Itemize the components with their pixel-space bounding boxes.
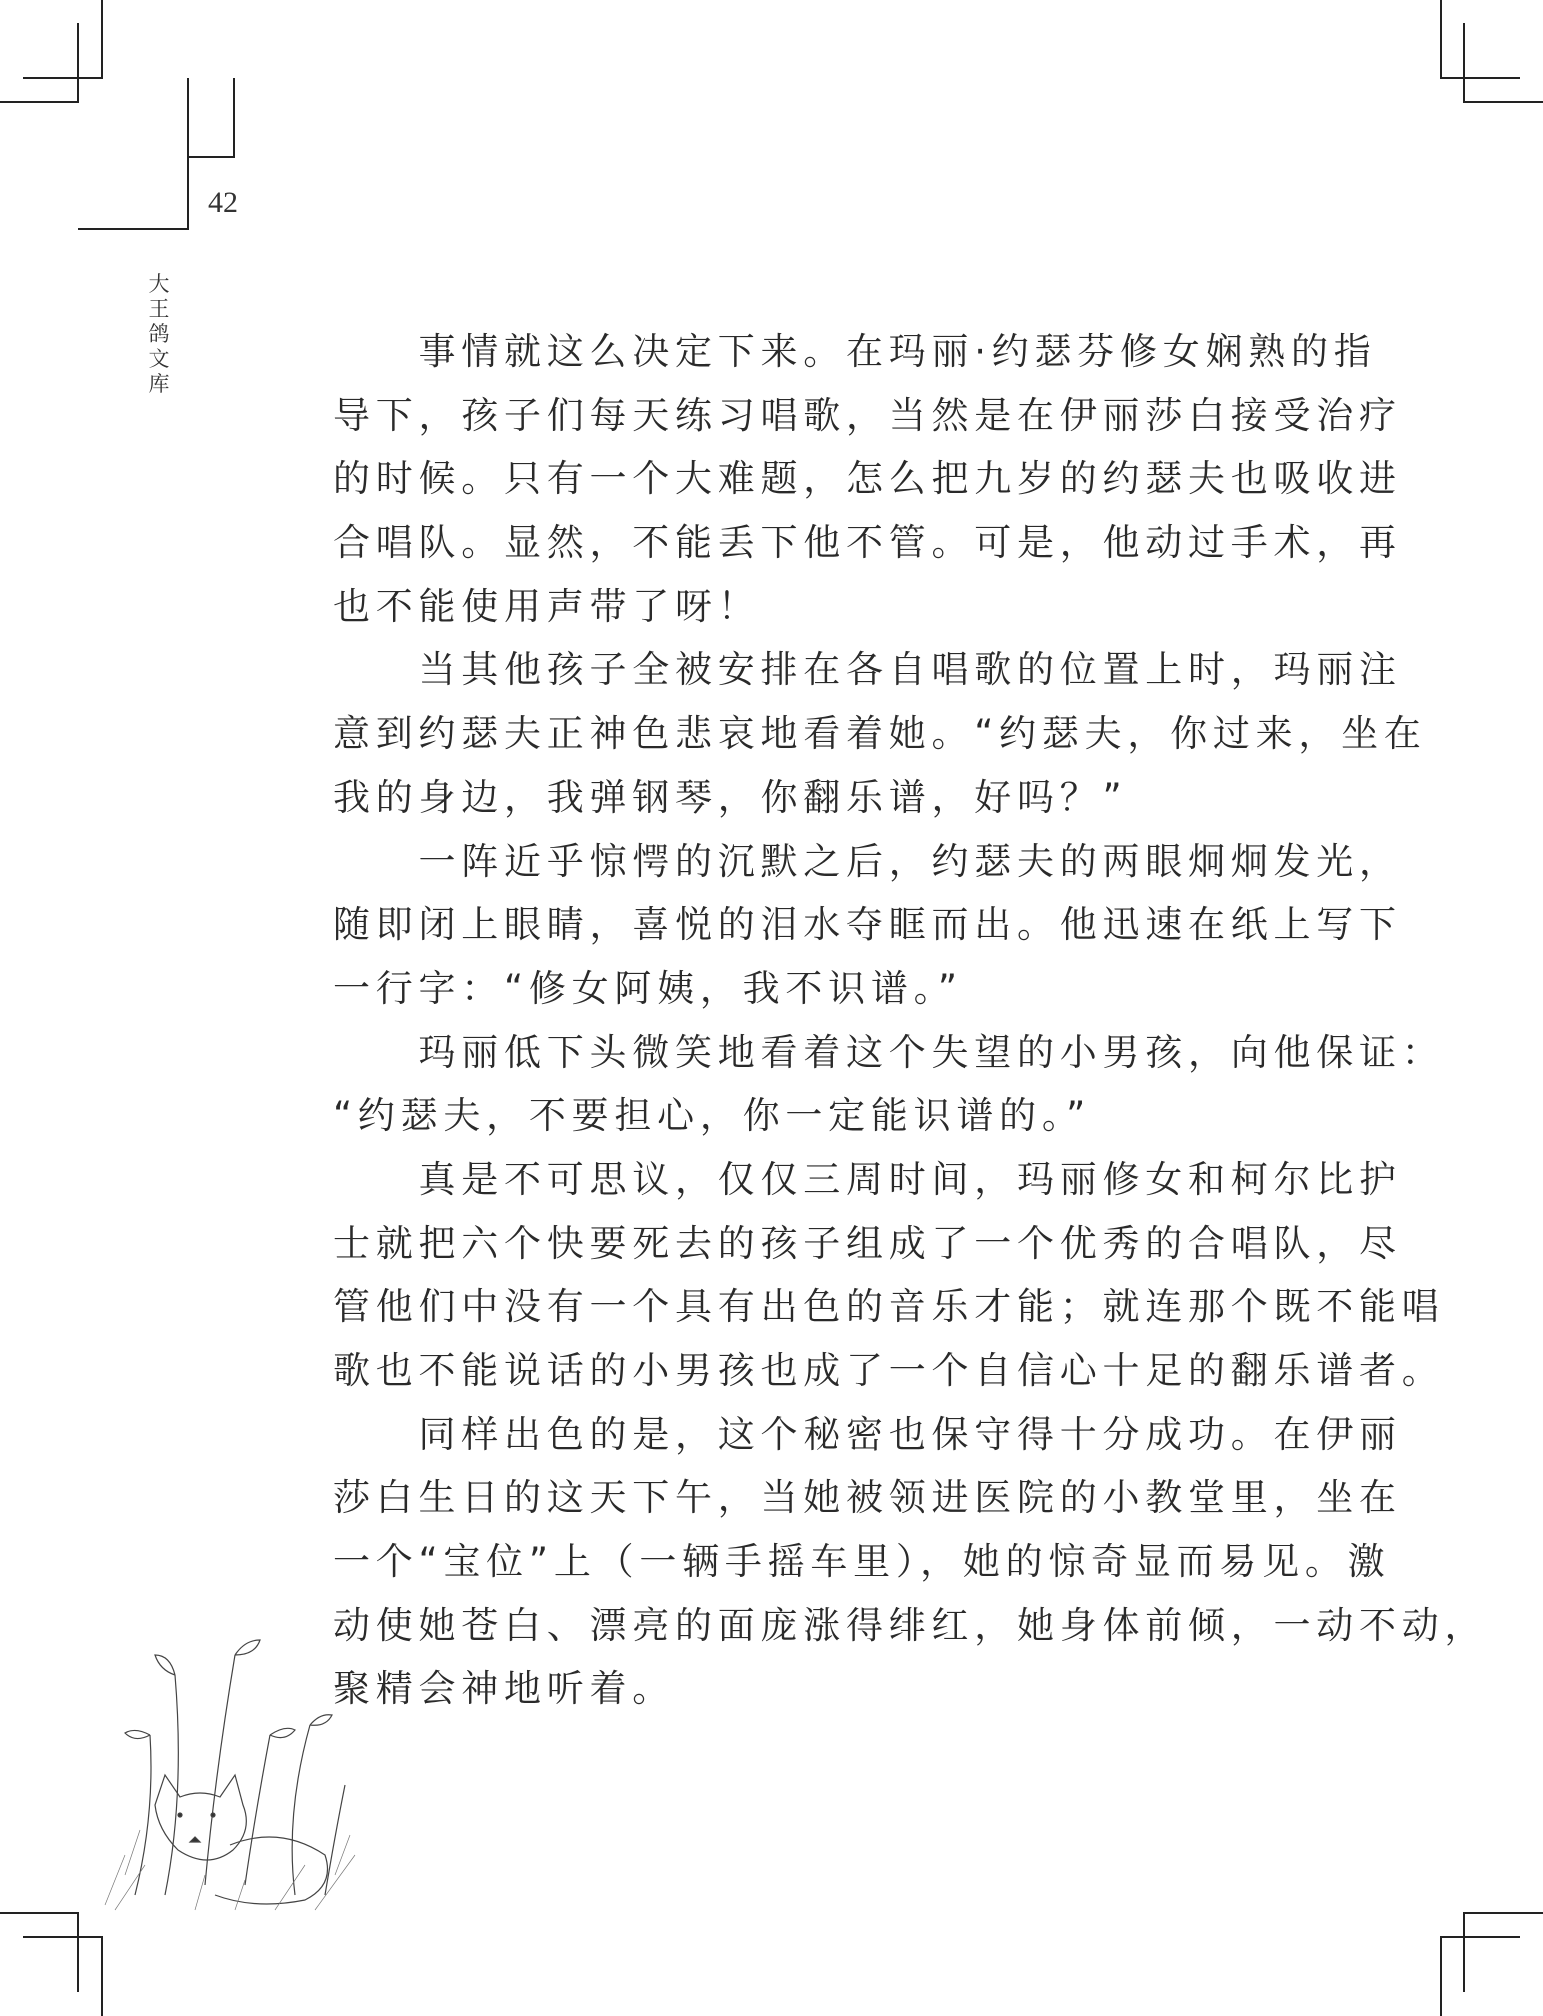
- text-line: 当其他孩子全被安排在各自唱歌的位置上时，玛丽注: [418, 648, 1402, 692]
- series-title-char: 文: [148, 347, 170, 371]
- text-line: 我的身边，我弹钢琴，你翻乐谱，好吗？”: [333, 775, 1128, 819]
- crop-mark: [1463, 1912, 1465, 1992]
- text-line: 随即闭上眼睛，喜悦的泪水夺眶而出。他迅速在纸上写下: [333, 903, 1402, 947]
- crop-mark: [0, 101, 79, 103]
- text-line: 士就把六个快要死去的孩子组成了一个优秀的合唱队，尽: [333, 1221, 1402, 1265]
- crop-mark: [1440, 1936, 1520, 1938]
- text-line: 导下，孩子们每天练习唱歌，当然是在伊丽莎白接受治疗: [333, 393, 1402, 437]
- text-line: 管他们中没有一个具有出色的音乐才能；就连那个既不能唱: [333, 1285, 1445, 1329]
- body-text: [333, 320, 1488, 1721]
- series-title-char: 鸽: [148, 322, 170, 346]
- text-line: 一个“宝位”上（一辆手摇车里），她的惊奇显而易见。激: [333, 1540, 1391, 1584]
- page-number: 42: [208, 186, 238, 219]
- crop-mark: [1440, 1936, 1442, 2016]
- crop-mark: [23, 1936, 103, 1938]
- text-line: 同样出色的是，这个秘密也保守得十分成功。在伊丽: [418, 1412, 1402, 1456]
- text-line: 意到约瑟夫正神色悲哀地看着她。“约瑟夫，你过来，坐在: [333, 712, 1427, 756]
- crop-mark: [77, 23, 79, 103]
- text-line: 也不能使用声带了呀！: [333, 584, 761, 628]
- crop-mark: [1440, 77, 1520, 79]
- crop-mark: [101, 1936, 103, 2016]
- text-line: 的时候。只有一个大难题，怎么把九岁的约瑟夫也吸收进: [333, 457, 1402, 501]
- text-line: 真是不可思议，仅仅三周时间，玛丽修女和柯尔比护: [418, 1157, 1402, 1201]
- series-title: [146, 272, 172, 397]
- crop-mark: [1463, 101, 1543, 103]
- header-rule: [233, 78, 235, 158]
- text-line: 聚精会神地听着。: [333, 1667, 675, 1711]
- text-line: 事情就这么决定下来。在玛丽·约瑟芬修女娴熟的指: [418, 330, 1377, 373]
- text-line: “约瑟夫，不要担心，你一定能识谱的。”: [333, 1094, 1092, 1138]
- crop-mark: [1463, 1912, 1543, 1914]
- crop-mark: [23, 77, 103, 79]
- text-line: 一阵近乎惊愕的沉默之后，约瑟夫的两眼炯炯发光，: [418, 839, 1402, 883]
- fox-illustration: [95, 1615, 365, 1915]
- text-line: 合唱队。显然，不能丢下他不管。可是，他动过手术，再: [333, 521, 1402, 565]
- text-line: 玛丽低下头微笑地看着这个失望的小男孩，向他保证：: [418, 1030, 1445, 1074]
- header-rule: [187, 156, 235, 158]
- crop-mark: [0, 1912, 79, 1914]
- series-title-char: 大: [148, 272, 170, 296]
- text-line: 歌也不能说话的小男孩也成了一个自信心十足的翻乐谱者。: [333, 1349, 1445, 1392]
- text-line: 动使她苍白、漂亮的面庞涨得绯红，她身体前倾，一动不动，: [333, 1603, 1488, 1647]
- crop-mark: [1463, 23, 1465, 103]
- text-line: 一行字：“修女阿姨，我不识谱。”: [333, 966, 963, 1010]
- crop-mark: [101, 0, 103, 79]
- crop-mark: [1440, 0, 1442, 79]
- crop-mark: [77, 1912, 79, 1992]
- series-title-char: 库: [148, 372, 170, 396]
- series-title-char: 王: [148, 297, 170, 321]
- header-rule: [78, 228, 189, 230]
- header-rule: [187, 78, 189, 230]
- text-line: 莎白生日的这天下午，当她被领进医院的小教堂里，坐在: [333, 1476, 1402, 1520]
